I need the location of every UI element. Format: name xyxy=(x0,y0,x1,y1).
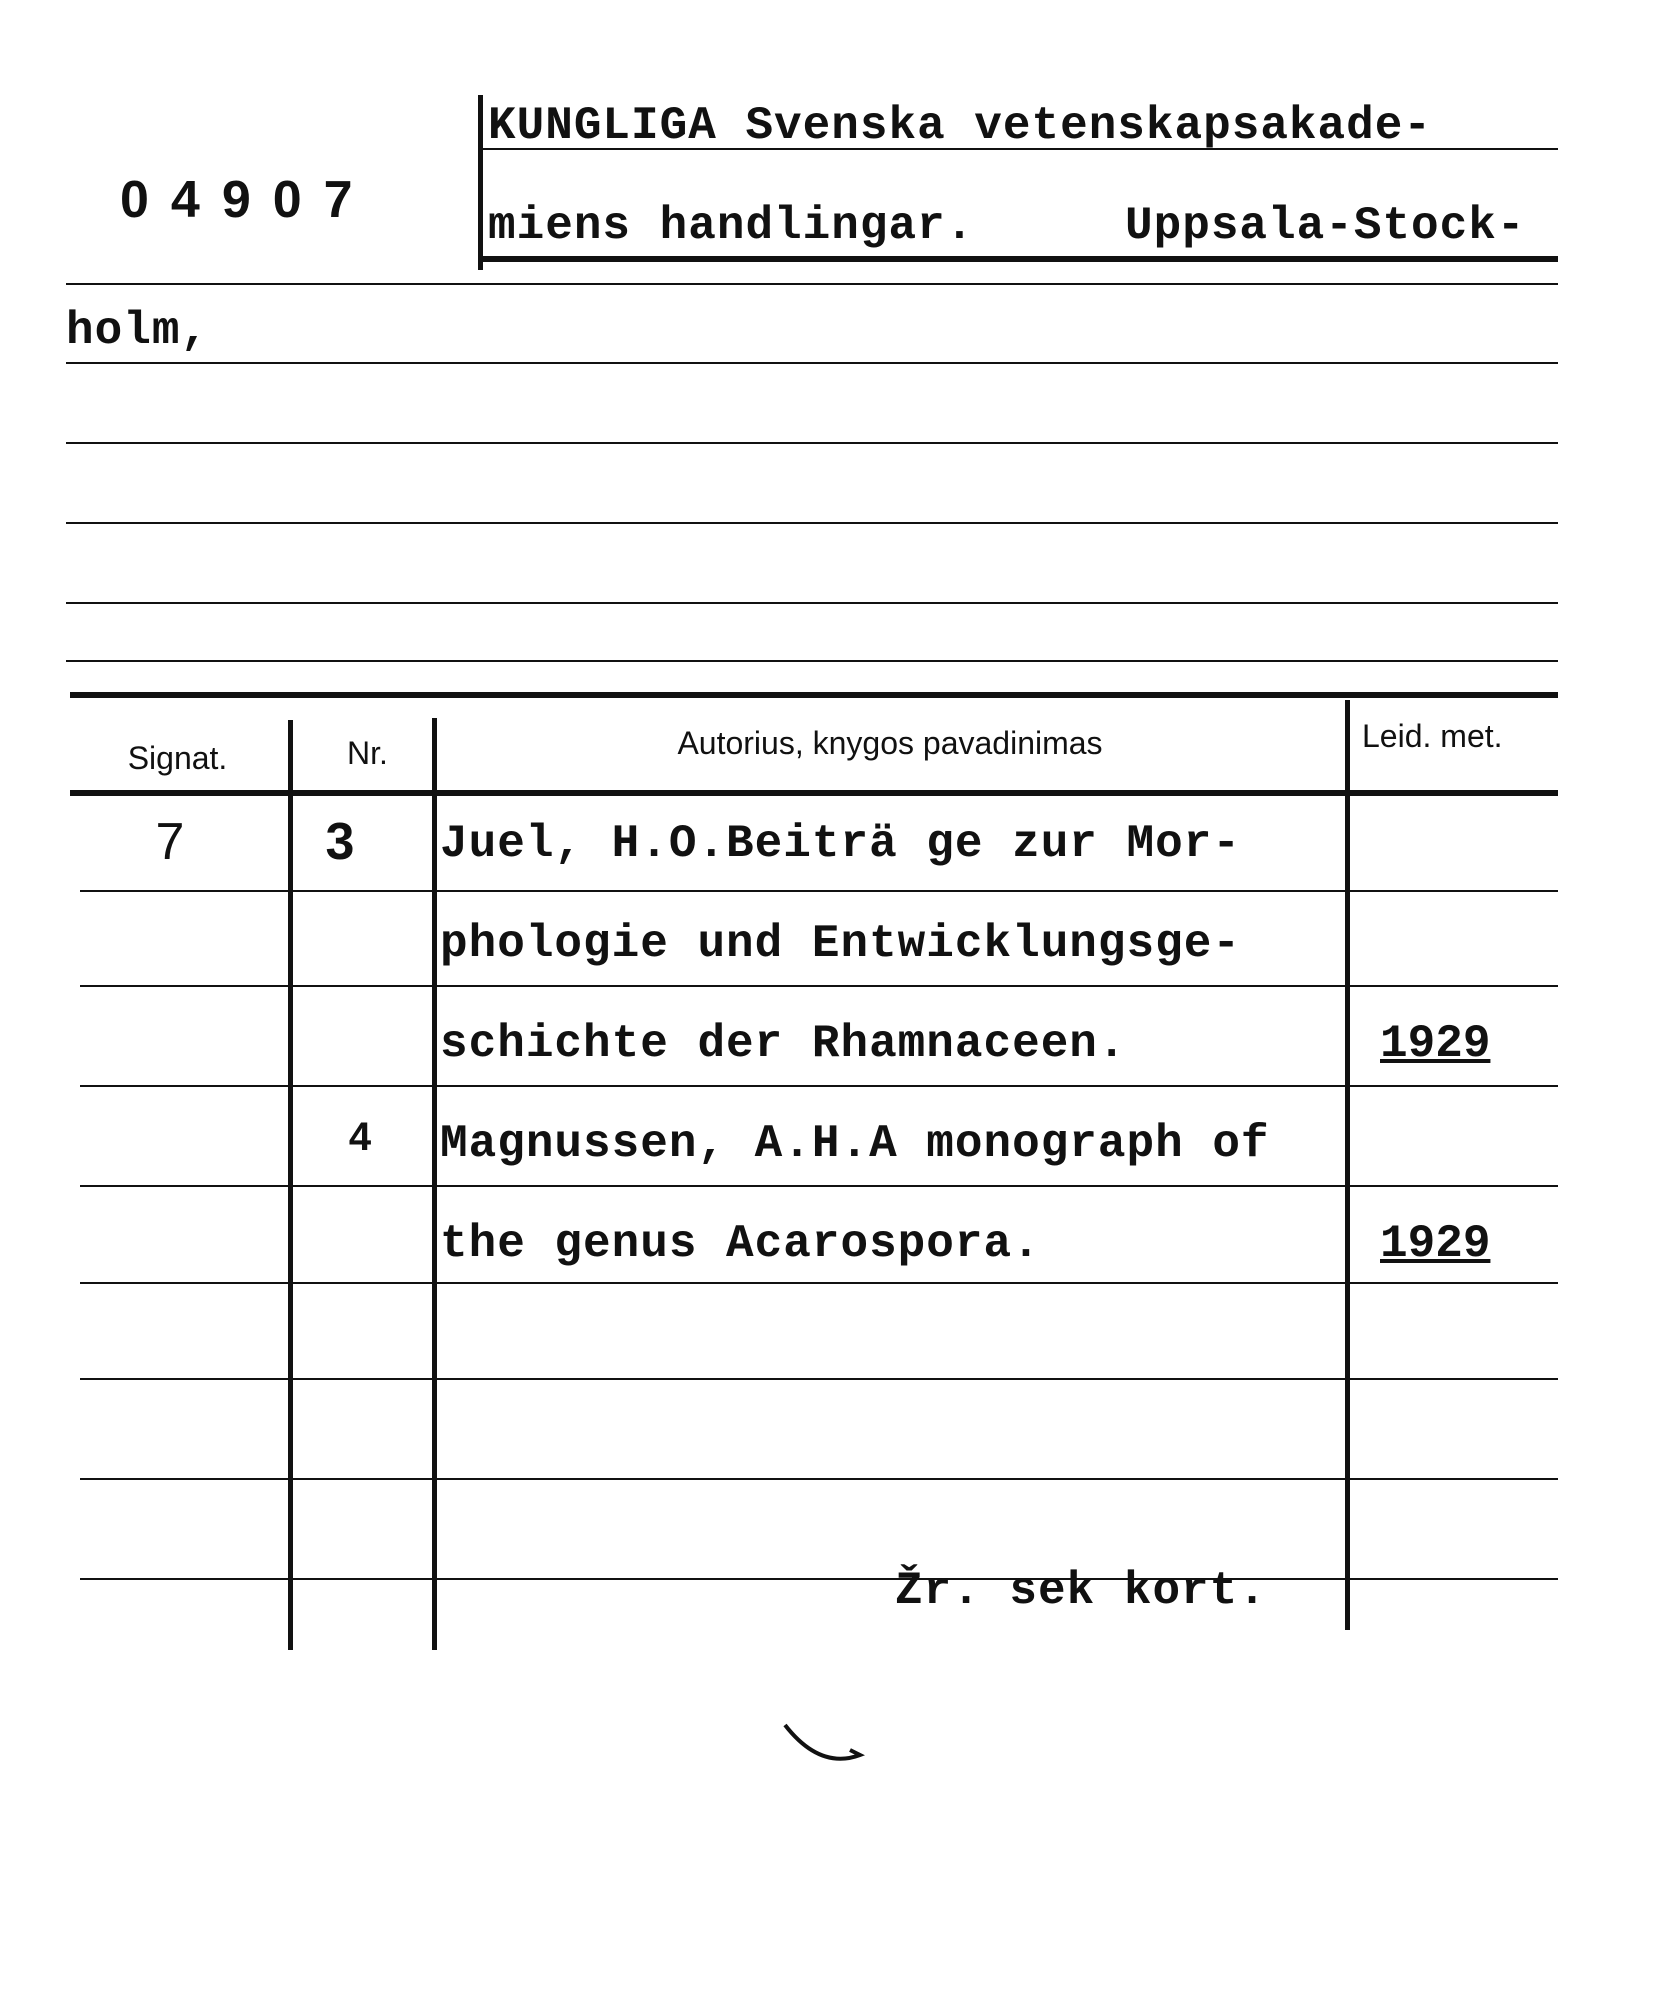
ruled-line xyxy=(66,602,1558,604)
entry-1-year: 1929 xyxy=(1380,1018,1491,1070)
entry-2-line-1: Magnussen, A.H.A monograph of xyxy=(440,1118,1270,1170)
entry-2-nr: 4 xyxy=(348,1115,372,1159)
header-signat: Signat. xyxy=(127,740,228,776)
header-rule-2 xyxy=(478,256,1558,262)
footer-note: Žr. sek kort. xyxy=(895,1565,1267,1617)
ruled-line xyxy=(66,283,1558,285)
pencil-mark xyxy=(780,1720,900,1780)
ruled-line xyxy=(66,362,1558,364)
catalog-number: 04907 xyxy=(120,171,375,229)
header-rule-1 xyxy=(478,148,1558,150)
table-row-rule xyxy=(80,890,1558,892)
table-row-rule xyxy=(80,1085,1558,1087)
publication-place: Uppsala-Stock- xyxy=(1125,200,1526,252)
table-row-rule xyxy=(80,1185,1558,1187)
entry-1-line-2: phologie und Entwicklungsge- xyxy=(440,918,1241,970)
table-header-rule xyxy=(70,790,1558,796)
header-leid-met: Leid. met. xyxy=(1362,718,1503,754)
table-row-rule xyxy=(80,1478,1558,1480)
ruled-line xyxy=(66,522,1558,524)
publication-line-3: holm, xyxy=(66,305,210,357)
entry-2-line-2: the genus Acarospora. xyxy=(440,1218,1041,1270)
publication-line-1: KUNGLIGA Svenska vetenskapsakade- xyxy=(488,100,1432,152)
table-row-rule xyxy=(80,1578,1558,1580)
header-author-title: Autorius, knygos pavadinimas xyxy=(677,725,1103,761)
entry-1-signat: 7 xyxy=(155,813,185,871)
table-row-rule xyxy=(80,1378,1558,1380)
table-top-rule xyxy=(70,692,1558,698)
column-separator-2 xyxy=(432,718,437,1650)
publication-line-2: miens handlingar. xyxy=(488,200,975,252)
table-row-rule xyxy=(80,1282,1558,1284)
entry-1-line-1: Juel, H.O.Beiträ ge zur Mor- xyxy=(440,818,1241,870)
ruled-line xyxy=(66,442,1558,444)
header-nr: Nr. xyxy=(347,735,388,771)
header-vertical-rule xyxy=(478,95,483,270)
entry-1-nr: 3 xyxy=(325,813,355,871)
column-separator-3 xyxy=(1345,700,1350,1630)
table-row-rule xyxy=(80,985,1558,987)
entry-1-line-3: schichte der Rhamnaceen. xyxy=(440,1018,1127,1070)
entry-2-year: 1929 xyxy=(1380,1218,1491,1270)
ruled-line xyxy=(66,660,1558,662)
